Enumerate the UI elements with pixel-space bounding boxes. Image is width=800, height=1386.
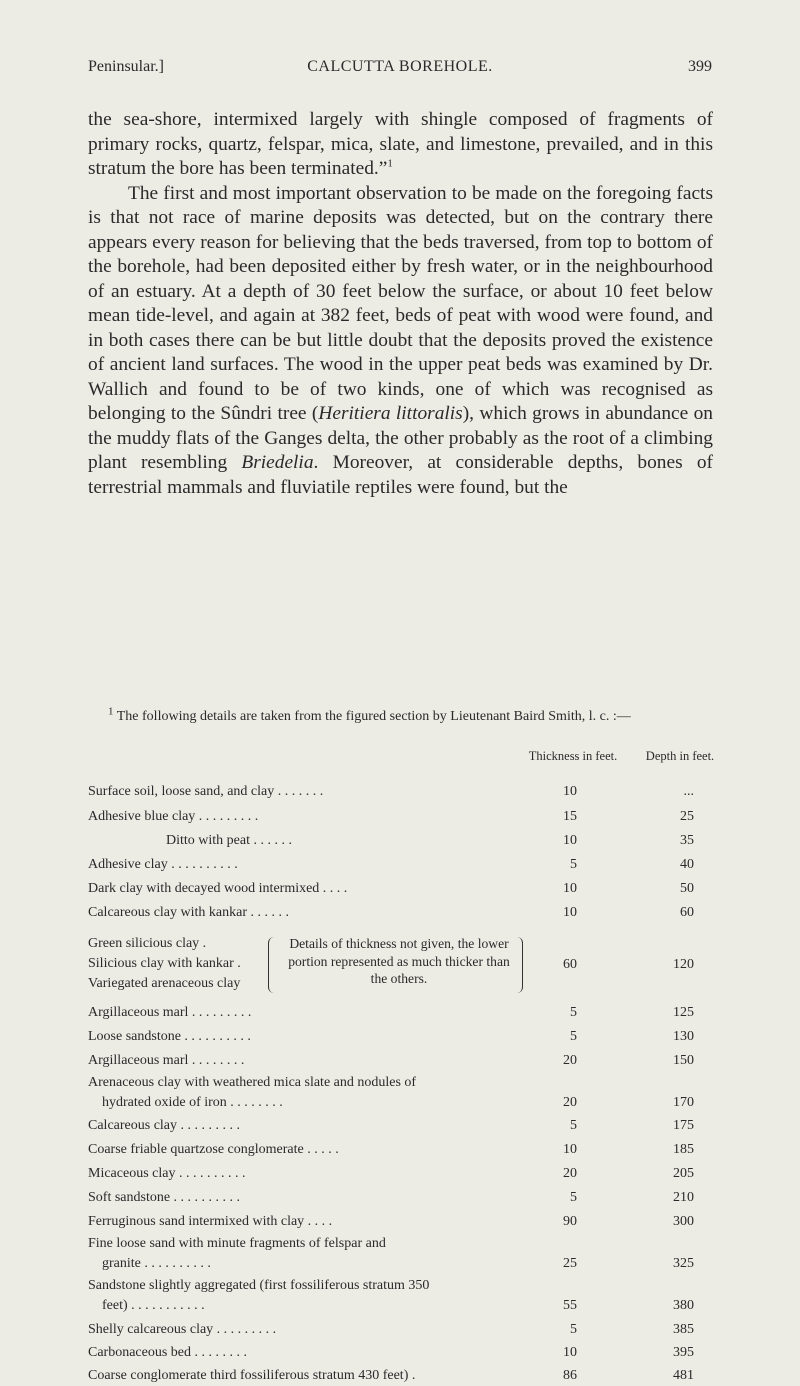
grouped-strata bbox=[88, 935, 713, 997]
footnote-mark: 1 bbox=[108, 705, 114, 718]
paragraph-2: The first and most important observation to be made on the foregoing facts is that not race of marine deposits was detected, but on the contrary there appears every reason for believing that the beds traversed, from top to bottom of the borehole, had been deposited either by fresh water, or in the neighbourhood of an estuary. At a depth of 30 feet below the surface, or about 10 feet below mean tide-level, and again at 382 feet, beds of peat with wood were found, and in both cases there can be but little doubt that the deposits proved the existence of ancient land surfaces. The wood in the upper peat beds was examined by Dr. Wallich and found to be of two kinds, one of which was recognised as belonging to the Sûndri tree (Heritiera littoralis), which grows in abundance on the muddy flats of the Ganges delta, the other probably as the root of a climbing plant resembling Briedelia. Moreover, at considerable depths, bones of terrestrial mammals and fluviatile reptiles were found, but the bbox=[88, 182, 713, 498]
table-row: Adhesive clay . . . . . . . . . . 5 40 bbox=[88, 857, 694, 872]
group-thickness: 60 bbox=[563, 957, 577, 972]
table-row: Surface soil, loose sand, and clay . . . . . . . 10 ... bbox=[88, 784, 694, 799]
group-note: Details of thickness not given, the lower portion represented as much thicker than the others. bbox=[288, 936, 510, 986]
running-head-left: Peninsular.] bbox=[88, 58, 164, 75]
column-header-thickness: Thickness in feet. bbox=[528, 749, 618, 763]
table-row: Carbonaceous bed . . . . . . . . 10 395 bbox=[88, 1345, 694, 1360]
genus-name: Briedelia bbox=[241, 452, 314, 473]
table-row: Soft sandstone . . . . . . . . . . 5 210 bbox=[88, 1190, 694, 1205]
table-row: Ditto with peat . . . . . . 10 35 bbox=[166, 833, 694, 848]
column-header-depth: Depth in feet. bbox=[645, 749, 715, 763]
table-row: Adhesive blue clay . . . . . . . . . 15 25 bbox=[88, 809, 694, 824]
group-depth: 120 bbox=[673, 957, 694, 972]
paragraph-1: the sea-shore, intermixed largely with shingle composed of fragments of primary rocks, quartz, felspar, mica, slate, and limestone, prevailed, and in this stratum the bore has been terminated.”$^1$ bbox=[88, 109, 713, 179]
table-row: Ferruginous sand intermixed with clay . . . . 90 300 bbox=[88, 1214, 694, 1229]
footnote-text: The following details are taken from the figured section by Lieutenant Baird Smith, l. c. :— bbox=[116, 709, 631, 724]
table-row: Micaceous clay . . . . . . . . . . 20 205 bbox=[88, 1166, 694, 1181]
table-row: Arenaceous clay with weathered mica slate and nodules of hydrated oxide of iron . . . . . . . . 20 170 bbox=[88, 1075, 694, 1110]
running-head bbox=[88, 58, 712, 84]
left-brace bbox=[268, 937, 275, 993]
page-number: 399 bbox=[688, 58, 712, 75]
table-row: Calcareous clay with kankar . . . . . . 10 60 bbox=[88, 905, 694, 920]
table-row: Sandstone slightly aggregated (first fossiliferous stratum 350 feet) . . . . . . . . . . . 55 380 bbox=[88, 1278, 694, 1313]
right-brace bbox=[516, 937, 523, 993]
table-row: Shelly calcareous clay . . . . . . . . . 5 385 bbox=[88, 1322, 694, 1337]
table-row: Coarse friable quartzose conglomerate . . . . . 10 185 bbox=[88, 1142, 694, 1157]
table-row: Argillaceous marl . . . . . . . . 20 150 bbox=[88, 1053, 694, 1068]
table-row: Loose sandstone . . . . . . . . . . 5 130 bbox=[88, 1029, 694, 1044]
table-row: Calcareous clay . . . . . . . . . 5 175 bbox=[88, 1118, 694, 1133]
table-row: Argillaceous marl . . . . . . . . . 5 125 bbox=[88, 1005, 694, 1020]
group-item: Silicious clay with kankar . bbox=[88, 956, 241, 971]
footnote bbox=[88, 705, 713, 726]
group-item: Green silicious clay . bbox=[88, 936, 207, 951]
table-row: Dark clay with decayed wood intermixed . . . . 10 50 bbox=[88, 881, 694, 896]
group-item: Variegated arenaceous clay bbox=[88, 976, 241, 991]
species-name: Heritiera littoralis bbox=[318, 403, 463, 424]
running-head-title: CALCUTTA BOREHOLE. bbox=[307, 58, 493, 75]
body-text bbox=[88, 108, 713, 500]
table-row: Fine loose sand with minute fragments of felspar and granite . . . . . . . . . . 25 325 bbox=[88, 1236, 694, 1271]
table-row: Coarse conglomerate third fossiliferous stratum 430 feet) . 86 481 bbox=[88, 1368, 694, 1383]
footnote-reference: 1 bbox=[387, 157, 393, 170]
